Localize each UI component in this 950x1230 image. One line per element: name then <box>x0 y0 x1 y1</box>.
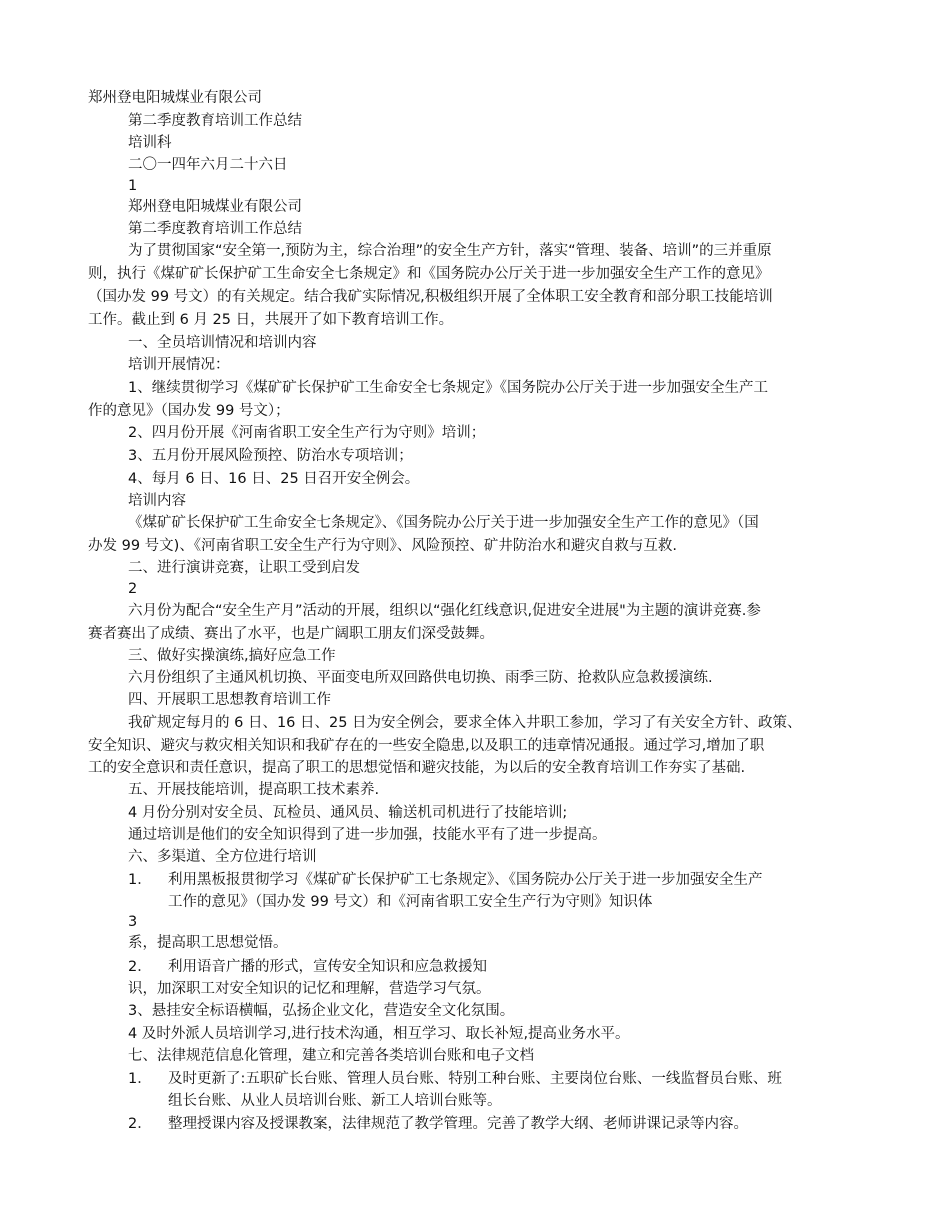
list-item: 利用黑板报贯彻学习《煤矿矿长保护矿工七条规定》、《国务院办公厅关于进一步加强安全生产 <box>168 872 763 888</box>
list-item: 2、四月份开展《河南省职工安全生产行为守则》培训； <box>128 425 486 441</box>
list-item-continued: 作的意见》（国办发 99 号文）； <box>88 403 290 419</box>
paragraph-line: 4 月份分别对安全员、瓦检员、通风员、输送机司机进行了技能培训; <box>128 805 568 821</box>
list-item-continued: 识，加深职工对安全知识的记忆和理解，营造学习气氛。 <box>128 981 491 997</box>
section-heading: 三、做好实操演练,搞好应急工作 <box>128 648 336 664</box>
subheading: 培训内容 <box>128 493 186 509</box>
paragraph-line: 六月份组织了主通风机切换、平面变电所双回路供电切换、雨季三防、抢救队应急救援演练. <box>128 670 713 686</box>
section-heading: 六、多渠道、全方位进行培训 <box>128 849 317 865</box>
intro-line: 为了贯彻国家“安全第一,预防为主，综合治理”的安全生产方针，落实“管理、装备、培训”的三并重原 <box>128 243 772 259</box>
cover-department: 培训科 <box>128 135 172 151</box>
list-item: 利用语音广播的形式，宣传安全知识和应急救援知 <box>168 959 487 975</box>
list-item: 整理授课内容及授课教案，法律规范了教学管理。完善了教学大纲、老师讲课记录等内容。 <box>168 1116 748 1132</box>
intro-line: 则，执行《煤矿矿长保护矿工生命安全七条规定》和《国务院办公厅关于进一步加强安全生产工作的意见》 <box>88 266 770 282</box>
body-title: 第二季度教育培训工作总结 <box>128 221 302 237</box>
paragraph-line: 通过培训是他们的安全知识得到了进一步加强，技能水平有了进一步提高。 <box>128 827 607 843</box>
list-item-continued: 工作的意见》（国办发 99 号文）和《河南省职工安全生产行为守则》知识体 <box>168 894 653 910</box>
paragraph-line: 安全知识、避灾与救灾相关知识和我矿存在的一些安全隐患,以及职工的违章情况通报。通过学习,增加了职 <box>88 738 765 754</box>
section-heading: 一、全员培训情况和培训内容 <box>128 335 317 351</box>
paragraph-line: 办发 99 号文)、《河南省职工安全生产行为守则》、风险预控、矿井防治水和避灾自救与互救. <box>88 538 677 554</box>
section-heading: 二、进行演讲竞赛，让职工受到启发 <box>128 560 360 576</box>
list-item-continued: 组长台账、从业人员培训台账、新工人培训台账等。 <box>168 1093 502 1109</box>
paragraph-line: 我矿规定每月的 6 日、16 日、25 日为安全例会，要求全体入井职工参加，学习了有关安全方针、政策、 <box>128 715 802 731</box>
list-item-continued: 系，提高职工思想觉悟。 <box>128 935 288 951</box>
paragraph-line: 赛者赛出了成绩、赛出了水平，也是广阔职工朋友们深受鼓舞。 <box>88 626 494 642</box>
section-heading: 五、开展技能培训，提高职工技术素养. <box>128 782 380 798</box>
intro-line: （国办发 99 号文）的有关规定。结合我矿实际情况,积极组织开展了全体职工安全教育和部分职工技能培训 <box>88 289 773 305</box>
cover-company: 郑州登电阳城煤业有限公司 <box>88 90 262 106</box>
list-item: 1、继续贯彻学习《煤矿矿长保护矿工生命安全七条规定》《国务院办公厅关于进一步加强安全生产工 <box>128 380 768 396</box>
list-item: 3、悬挂安全标语横幅，弘扬企业文化，营造安全文化氛围。 <box>128 1003 515 1019</box>
list-number: 2． <box>128 1116 152 1132</box>
list-item: 4 及时外派人员培训学习,进行技术沟通，相互学习、取长补短,提高业务水平。 <box>128 1026 630 1042</box>
body-company: 郑州登电阳城煤业有限公司 <box>128 199 302 215</box>
cover-date: 二〇一四年六月二十六日 <box>128 157 288 173</box>
paragraph-line: 六月份为配合“安全生产月”活动的开展，组织以“强化红线意识,促进安全进展"为主题的演讲竞赛.参 <box>128 603 761 619</box>
page-number: 3 <box>128 914 138 930</box>
list-number: 2． <box>128 959 152 975</box>
section-heading: 七、法律规范信息化管理，建立和完善各类培训台账和电子文档 <box>128 1048 534 1064</box>
list-number: 1． <box>128 872 152 888</box>
list-item: 3、五月份开展风险预控、防治水专项培训； <box>128 448 413 464</box>
paragraph-line: 工的安全意识和责任意识，提高了职工的思想觉悟和避灾技能，为以后的安全教育培训工作夯实了基础. <box>88 760 746 776</box>
paragraph-line: 《煤矿矿长保护矿工生命安全七条规定》、《国务院办公厅关于进一步加强安全生产工作的意见》（国 <box>128 515 759 531</box>
subheading: 培训开展情况： <box>128 357 230 373</box>
list-number: 1． <box>128 1071 152 1087</box>
list-item: 及时更新了:五职矿长台账、管理人员台账、特别工种台账、主要岗位台账、一线监督员台账、班 <box>168 1071 782 1087</box>
list-item: 4、每月 6 日、16 日、25 日召开安全例会。 <box>128 471 420 487</box>
section-heading: 四、开展职工思想教育培训工作 <box>128 692 331 708</box>
page-number: 1 <box>128 178 138 194</box>
page-number: 2 <box>128 581 138 597</box>
cover-title: 第二季度教育培训工作总结 <box>128 113 302 129</box>
intro-line: 工作。截止到 6 月 25 日，共展开了如下教育培训工作。 <box>88 312 454 328</box>
